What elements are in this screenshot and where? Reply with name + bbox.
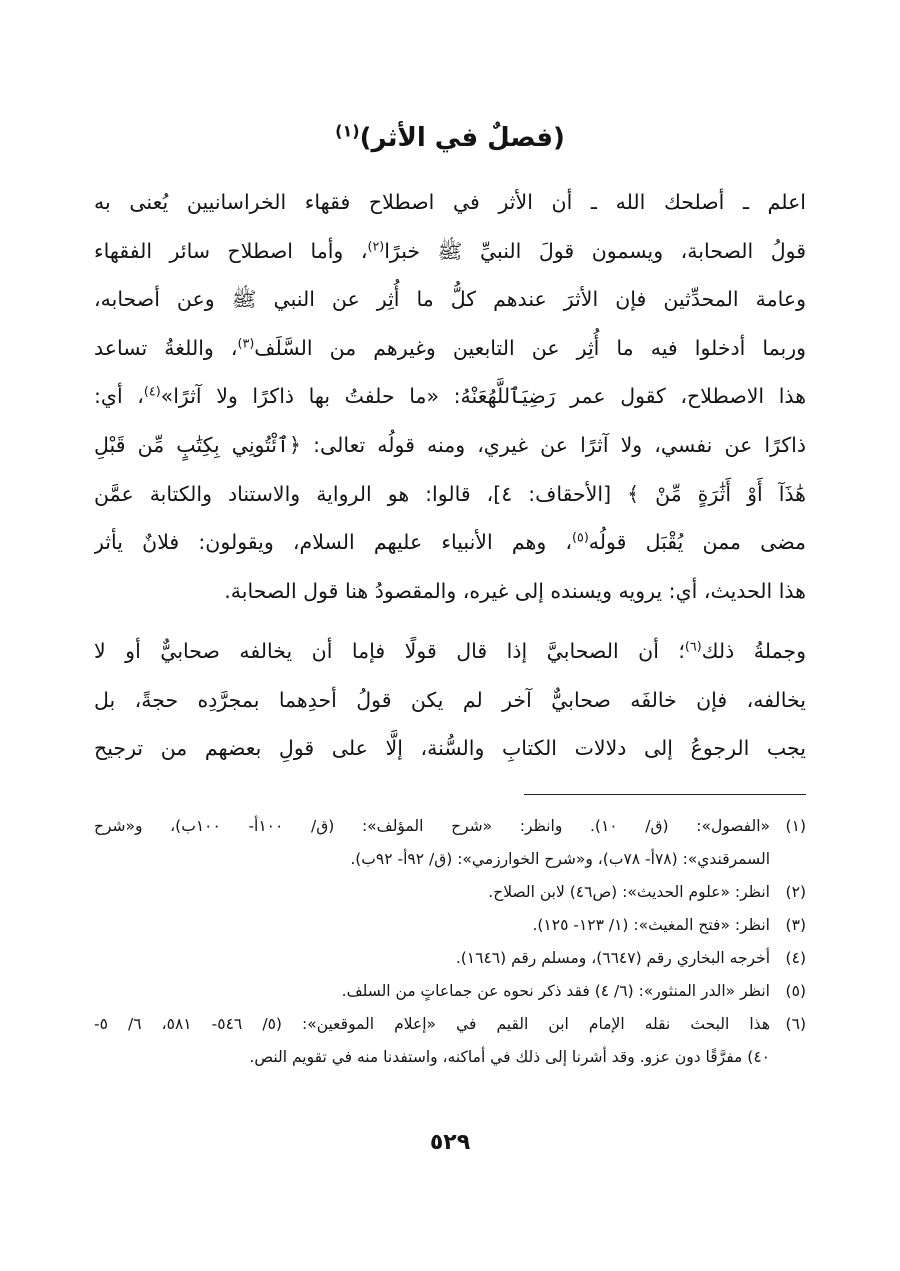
text-line [94,627,806,676]
footnote-4 [94,942,806,975]
footnote-line: انظر «الدر المنثور»: (٦/ ٤) فقد ذكر نحوه عن جماعاتٍ من السلف. [341,982,770,1000]
line-text: وعامة المحدِّثين فإن الأثرَ عندهم كلُّ ما أُثِر عن النبي ﷺ وعن أصحابه، [94,287,806,312]
footnote-ref: (٣) [237,335,255,351]
text-line [94,421,806,470]
footnote-ref: (٥) [572,529,589,545]
section-title [0,118,900,158]
section-title-text: (فصلٌ في الأثر) [359,123,565,153]
line-text-rest: ، وأما اصطلاح سائر الفقهاء [94,238,368,263]
footnote-number: (٤) [785,949,806,967]
line-text-rest: ، أي: [94,384,144,409]
text-line [94,227,806,276]
footnote-line: هذا البحث نقله الإمام ابن القيم في «إعلام الموقعين»: (٥/ ٥٤٦- ٥٨١، ٦/ ٥- [94,1015,770,1033]
line-text: وجملةُ ذلك [701,639,806,663]
footnotes [94,810,806,1074]
footnote-body [94,810,770,876]
text-line [94,275,806,324]
text-line [94,372,806,421]
line-text: اعلم ـ أصلحك الله ـ أن الأثر في اصطلاح فقهاء الخراسانيين يُعنى به [94,190,806,214]
footnote-body [94,909,770,942]
line-text: قولُ الصحابة، ويسمون قولَ النبيِّ ﷺ خبرًا [384,238,806,263]
footnote-number: (٢) [785,883,806,901]
line-text: ذاكرًا عن نفسي، ولا آثرًا عن غيري، ومنه قولُه تعالى: ﴿ٱئْتُونِي بِكِتَٰبٍ مِّن قَبْلِ [94,432,806,457]
footnote-6 [94,1008,806,1074]
footnote-ref: (٢) [367,237,385,253]
line-text-rest: ؛ أن الصحابيَّ إذا قال قولًا فإما أن يخالفه صحابيٌّ أو لا [94,639,685,663]
line-text: وربما أدخلوا فيه ما أُثِر عن التابعين وغيرهم من السَّلَف [254,335,806,360]
footnote-ref: (٤) [143,383,161,399]
footnote-number: (١) [785,817,806,835]
footnote-body [94,975,770,1008]
footnote-line: أخرجه البخاري رقم (٦٦٤٧)، ومسلم رقم (١٦٤٦). [455,949,770,967]
footnote-1 [94,810,806,876]
footnote-number: (٦) [785,1015,806,1033]
footnote-line: انظر: «فتح المغيث»: (١/ ١٢٣- ١٢٥). [532,916,770,934]
line-text-rest: ، وهم الأنبياء عليهم السلام، ويقولون: فلانٌ يأثر [94,530,573,555]
footnote-body [94,876,770,909]
text-line [94,567,806,616]
text-line [94,724,806,773]
footnote-line: انظر: «علوم الحديث»: (ص٤٦) لابن الصلاح. [488,883,770,901]
line-text: مضى ممن يُقْبَل قولُه [588,530,806,555]
footnote-body [94,942,770,975]
footnote-body [94,1008,770,1074]
text-line [94,518,806,567]
text-line [94,178,806,227]
footnote-ref: (٦) [684,638,702,654]
line-text-rest: ، واللغةُ تساعد [94,335,238,360]
line-text: يخالفه، فإن خالفَه صحابيٌّ آخر لم يكن قولُ أحدِهما بمجرَّدِه حجةً، بل [94,687,806,712]
footnote-line: ٤٠) مفرَّقًا دون عزو. وقد أشرنا إلى ذلك في أماكنه، واستفدنا منه في تقويم النص. [249,1048,770,1066]
footnote-5 [94,975,806,1008]
footnote-2 [94,876,806,909]
text-line [94,470,806,519]
footnote-separator [524,794,806,795]
footnote-line: «الفصول»: (ق/ ١٠). وانظر: «شرح المؤلف»: (ق/ ١٠٠أ- ١٠٠ب)، و«شرح [94,817,770,835]
page-number: ٥٢٩ [429,1130,471,1155]
footnote-number: (٥) [785,982,806,1000]
footnote-number: (٣) [785,916,806,934]
line-text: يجب الرجوعُ إلى دلالات الكتابِ والسُّنة، إلَّا على قولِ بعضهم من ترجيح [94,736,806,761]
line-text: هَٰذَآ أَوْ أَثَٰرَةٍ مِّنْ ﴾ [الأحقاف: ٤]، قالوا: هو الرواية والاستناد والكتابة عمَّن [94,481,806,506]
paragraph-1 [94,178,806,615]
text-line [94,324,806,373]
footnote-3 [94,909,806,942]
line-text: هذا الحديث، أي: يرويه ويسنده إلى غيره، والمقصودُ هنا قول الصحابة. [224,578,806,603]
footnote-ref: (١) [335,121,360,141]
paragraph-2 [94,627,806,773]
text-line [94,676,806,725]
line-text: هذا الاصطلاح، كقول عمر رَضِيَٱللَّهُعَنْهُ: «ما حلفتُ بها ذاكرًا ولا آثرًا» [160,384,806,409]
footnote-line: السمرقندي»: (٧٨أ- ٧٨ب)، و«شرح الخوارزمي»: (ق/ ٩٢أ- ٩٢ب). [350,850,770,868]
